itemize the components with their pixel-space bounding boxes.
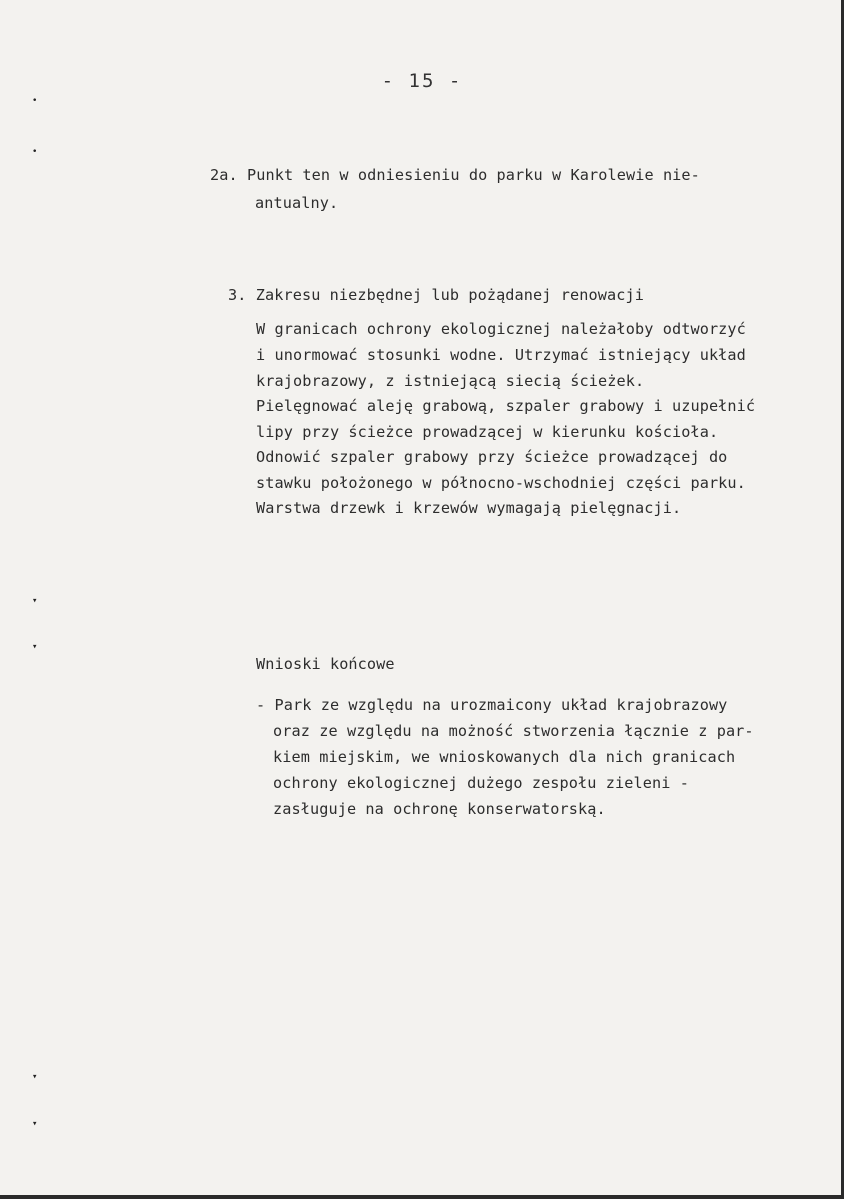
margin-mark: • (32, 96, 38, 106)
section-3-line: Odnowić szpaler grabowy przy ścieżce prowadzącej do (256, 448, 728, 466)
margin-mark: ▾ (32, 642, 38, 652)
conclusions-heading: Wnioski końcowe (256, 655, 395, 673)
section-3-line: Pielęgnować aleję grabową, szpaler grabowy i uzupełnić (256, 397, 756, 415)
section-2a-line: antualny. (255, 194, 339, 212)
section-2a-line: 2a. Punkt ten w odniesieniu do parku w Karolewie nie- (210, 166, 700, 184)
margin-mark: ▾ (32, 1119, 38, 1129)
section-3-line: W granicach ochrony ekologicznej należałoby odtworzyć (256, 320, 746, 338)
section-3-line: stawku położonego w północno-wschodniej części parku. (256, 474, 746, 492)
margin-mark: • (32, 147, 38, 157)
conclusions-line: zasługuje na ochronę konserwatorską. (273, 800, 606, 818)
section-3-heading: 3. Zakresu niezbędnej lub pożądanej renowacji (228, 286, 644, 304)
page-number: - 15 - (381, 70, 463, 92)
margin-mark: ▾ (32, 1072, 38, 1082)
section-3-line: Warstwa drzewk i krzewów wymagają pielęgnacji. (256, 499, 682, 517)
margin-mark: ▾ (32, 596, 38, 606)
section-3-line: i unormować stosunki wodne. Utrzymać istniejący układ (256, 346, 746, 364)
conclusions-line: oraz ze względu na możność stworzenia łącznie z par- (273, 722, 754, 740)
conclusions-line: - Park ze względu na urozmaicony układ krajobrazowy (256, 696, 728, 714)
section-3-line: lipy przy ścieżce prowadzącej w kierunku kościoła. (256, 423, 719, 441)
conclusions-line: ochrony ekologicznej dużego zespołu zieleni - (273, 774, 689, 792)
section-3-line: krajobrazowy, z istniejącą siecią ścieżek. (256, 372, 645, 390)
conclusions-line: kiem miejskim, we wnioskowanych dla nich granicach (273, 748, 736, 766)
